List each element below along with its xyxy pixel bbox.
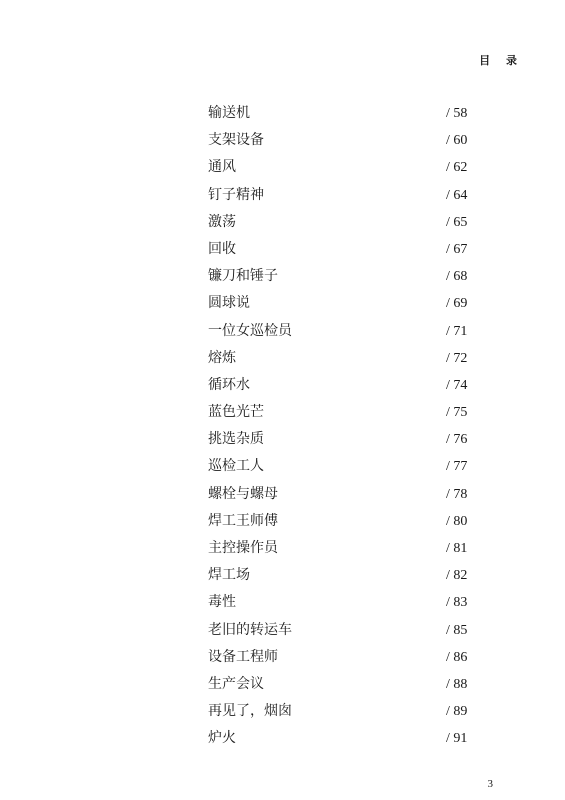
toc-entry-title: 圆球说 (208, 295, 250, 312)
toc-entry-page: / 82 (446, 568, 468, 584)
toc-entry-page: / 91 (446, 731, 468, 747)
toc-entry[interactable] (208, 671, 478, 698)
toc-entry-title: 通风 (208, 159, 236, 176)
toc-entry-page: / 89 (446, 704, 468, 720)
toc-entry-page: / 86 (446, 649, 468, 665)
toc-entry-title: 循环水 (208, 376, 250, 393)
toc-entry-title: 生产会议 (208, 675, 264, 692)
toc-entry-title: 支架设备 (208, 132, 264, 149)
toc-entry[interactable] (208, 345, 478, 372)
toc-entry[interactable] (208, 562, 478, 589)
toc-entry[interactable] (208, 318, 478, 345)
toc-entry-page: / 76 (446, 432, 468, 448)
toc-entry-title: 焊工场 (208, 567, 250, 584)
toc-entry[interactable] (208, 426, 478, 453)
toc-entry[interactable] (208, 236, 478, 263)
toc-entry-title: 巡检工人 (208, 458, 264, 475)
toc-entry[interactable] (208, 290, 478, 317)
toc-entry[interactable] (208, 127, 478, 154)
toc-entry[interactable] (208, 399, 478, 426)
toc-entry-page: / 62 (446, 160, 468, 176)
toc-entry[interactable] (208, 535, 478, 562)
toc-entry-page: / 88 (446, 676, 468, 692)
toc-entry[interactable] (208, 453, 478, 480)
toc-entry-title: 熔炼 (208, 349, 236, 366)
toc-entry-title: 主控操作员 (208, 540, 278, 556)
toc-entry-page: / 81 (446, 541, 468, 556)
toc-entry-page: / 65 (446, 214, 468, 230)
toc-entry-title: 输送机 (208, 105, 250, 121)
toc-entry-title: 挑选杂质 (208, 431, 264, 448)
toc-entry-title: 蓝色光芒 (208, 404, 264, 421)
toc-entry-page: / 67 (446, 241, 468, 257)
toc-entry-title: 螺栓与螺母 (208, 485, 278, 502)
toc-entry-page: / 58 (446, 106, 468, 121)
table-of-contents (208, 100, 478, 753)
toc-entry[interactable] (208, 644, 478, 671)
toc-entry[interactable] (208, 589, 478, 616)
toc-entry-title: 激荡 (208, 213, 236, 230)
toc-entry-title: 回收 (208, 240, 236, 257)
page-number: 3 (487, 778, 493, 790)
toc-entry-title: 毒性 (208, 594, 236, 611)
toc-entry-title: 老旧的转运车 (208, 621, 292, 638)
toc-entry-page: / 74 (446, 377, 468, 393)
toc-entry-page: / 69 (446, 296, 468, 312)
toc-entry[interactable] (208, 263, 478, 290)
toc-entry-page: / 71 (446, 323, 468, 339)
toc-entry-title: 一位女巡检员 (208, 322, 292, 339)
toc-entry-page: / 83 (446, 595, 468, 611)
toc-entry[interactable] (208, 481, 478, 508)
toc-entry-page: / 68 (446, 269, 468, 285)
toc-entry-page: / 85 (446, 622, 468, 638)
toc-entry[interactable] (208, 372, 478, 399)
toc-entry-page: / 75 (446, 405, 468, 421)
running-header: 目 录 (479, 54, 523, 67)
toc-entry[interactable] (208, 725, 478, 752)
toc-entry[interactable] (208, 209, 478, 236)
toc-entry-title: 设备工程师 (208, 648, 278, 665)
toc-entry[interactable] (208, 182, 478, 209)
toc-entry[interactable] (208, 508, 478, 535)
toc-entry[interactable] (208, 698, 478, 725)
toc-entry-page: / 77 (446, 459, 468, 475)
toc-entry-page: / 80 (446, 513, 468, 529)
toc-entry[interactable] (208, 100, 478, 127)
toc-entry-title: 钉子精神 (208, 186, 264, 203)
toc-entry-title: 镰刀和锤子 (208, 268, 278, 285)
toc-entry-title: 炉火 (208, 730, 236, 747)
toc-entry-page: / 64 (446, 187, 468, 203)
toc-entry-page: / 78 (446, 486, 468, 502)
toc-entry-title: 再见了，烟囱 (208, 703, 292, 720)
toc-entry[interactable] (208, 617, 478, 644)
toc-entry-title: 焊工王师傅 (208, 512, 278, 529)
toc-entry-page: / 72 (446, 350, 468, 366)
toc-entry-page: / 60 (446, 133, 468, 149)
toc-entry[interactable] (208, 154, 478, 181)
